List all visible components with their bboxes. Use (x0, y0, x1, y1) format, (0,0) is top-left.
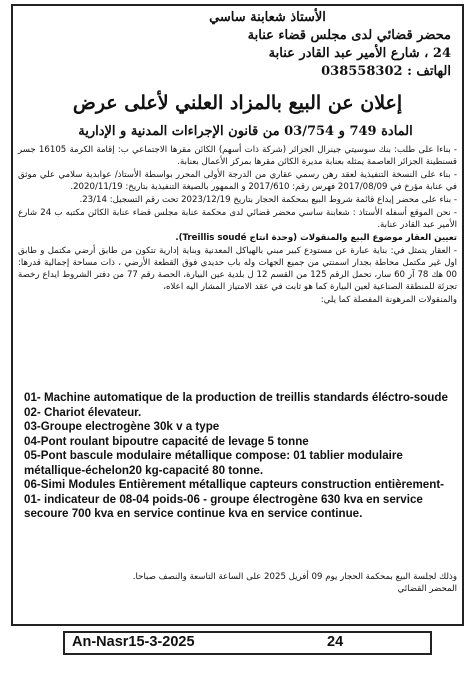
bailiff-address: 24 ، شارع الأمير عبد القادر عنابة (268, 46, 451, 61)
announcement-title: إعلان عن البيع بالمزاد العلني لأعلى عرض (72, 92, 403, 114)
bailiff-phone: الهاتف : 038558302 (321, 64, 451, 79)
signature-label: المحضر القضائي (397, 584, 457, 594)
bailiff-office: محضر قضائي لدى مجلس قضاء عنابة (247, 28, 451, 43)
list-item: 05-Pont bascule modulaire métallique compose: 01 tablier modulaire métallique-échelon20 kg-capacité 80 tonne. (24, 449, 403, 477)
paragraph-mortgage: - بناء على النسخة التنفيذية لعقد رهن رسمي عقاري من الدرجة الأولى المحرر بواسطة الأستاذ/ عوابدية سلامي علي موثق في عنابة مؤرخ في 2017/08/09 فهرس رقم: 2017/610 و الممهور بالصيغة التنفيذية بتاريخ: 2020/11/19. (18, 170, 457, 192)
closing-block (18, 571, 457, 595)
footer-bar (63, 631, 432, 655)
auction-date-line: وذلك لجلسة البيع بمحكمة الحجار يوم 09 أفريل 2025 على الساعة التاسعة والنصف صباحا. (132, 572, 457, 582)
legal-reference: المادة 749 و 03/754 من قانون الإجراءات المدنية و الإدارية (78, 124, 413, 139)
paragraph-designation: تعيين العقار موضوع البيع والمنقولات (وحدة انتاج Treillis soudé). (175, 233, 457, 243)
list-item: 03-Groupe electrogène 30k v a type (24, 420, 220, 433)
paragraph-movables: والمنقولات المرهونة المفصلة كما يلي: (320, 295, 457, 305)
paragraph-property: - العقار يتمثل في: بناية عبارة عن مستودع كبير مبني بالهياكل المعدنية وبناية إدارية تتكون من طابق أرضي مكتمل و طابق اول غير مكتمل محاطة بجدار اسمنتي من جميع الجهات وله باب حديدي فوق القطعة الأرضي ، ذات مساحة إجمالية قدرها: 00 هك 78 آر 60 سار، تحمل الرقم 125 من القسم 12 ل بلدية عين البيارة، الحصة رقم 77 من دفتر الشروط ايداع رخصة تجزئة للمنطقة الصناعية لعين البيارة كما هو ثابت في عقد الامتياز المشار اليه اعلاه، (18, 246, 457, 292)
list-item: 01- Machine automatique de la production de treillis standards éléctro-soude (24, 391, 448, 404)
footer-page-number: 24 (327, 634, 344, 650)
paragraph-request: - بناءا على طلب: بنك سوسيتي جينرال الجزائر (شركة ذات أسهم) الكائن مقرها الاجتماعي ب: إقامة الكرمة 16105 جسر قسنطينة الجزائر العاصمة يمثله بعنابة مديرة الكائن مقرها بمركز الأعمال بعنابة. (18, 145, 458, 167)
paragraph-bailiff: - نحن الموقع أسفله الأستاذ : شعابنة ساسي محضر قضائي لدى محكمة عنابة مجلس قضاء عنابة الكائن مكتبه ب 24 شارع الأمير عبد القادر عنابة. (18, 208, 457, 230)
list-item: 04-Pont roulant bipoutre capacité de levage 5 tonne (24, 434, 309, 448)
equipment-list (24, 391, 455, 522)
footer-source: An-Nasr15-3-2025 (72, 634, 195, 650)
bailiff-name: الأستاذ شعابنة ساسي (209, 10, 326, 25)
list-item: 02- Chariot élevateur. (24, 405, 142, 419)
paragraph-deposit: - بناء على محضر إيداع قائمة شروط البيع بمحكمة الحجار بتاريخ 2023/12/19 تحت رقم التسجيل: 23/14. (79, 195, 457, 205)
list-item: 06-Simi Modules Entièrement métallique capteurs construction entièrement-01- indicateur de 08-04 poids-06 - groupe électrogène 630 kva en service secoure 700 kva en service continue kva en service continue. (24, 478, 445, 520)
announcement-body (18, 144, 457, 307)
